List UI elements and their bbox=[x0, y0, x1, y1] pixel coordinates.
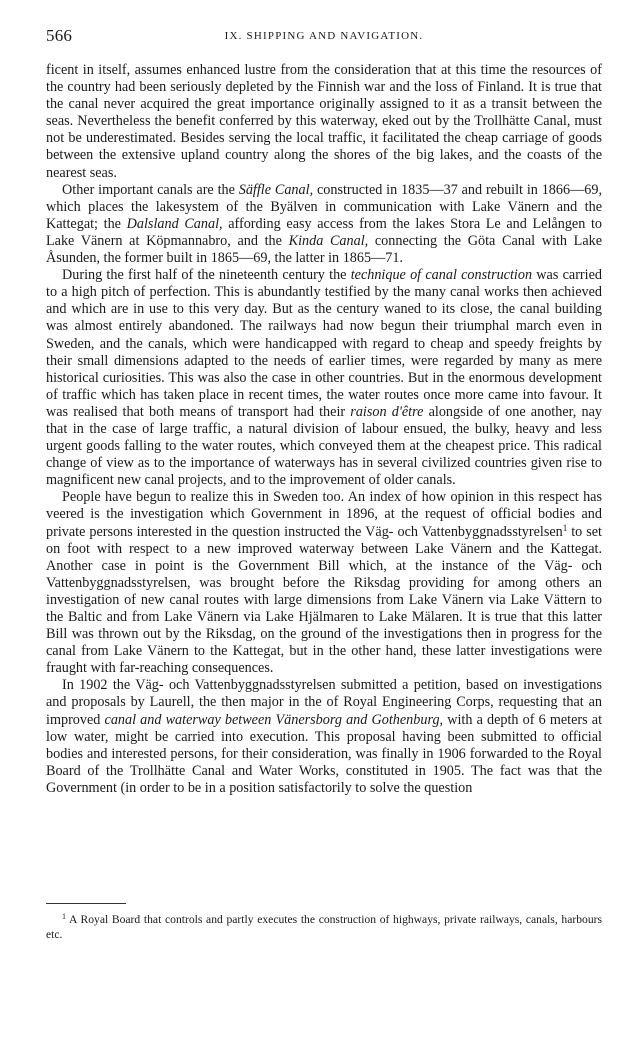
text-run: Other important canals are the bbox=[62, 181, 239, 198]
footnote-rule bbox=[46, 903, 126, 904]
text-run: constructed in 1835—37 and rebuilt in 1866—69, which places the lakesystem of the Byälven in communication with Lake Vänern and the Kattegat; the bbox=[46, 181, 602, 232]
body-text bbox=[46, 62, 602, 797]
text-run: was carried to a high pitch of perfection. This is abundantly testified by the many canal works then achieved and which are in use to this very day. But as the century waned to its close, the canal building was almost entirely abandoned. The railways had now begun their triumphal march even in Sweden, and the canals, which were handicapped with regard to cheap and speedy freights by their small dimensions adapted to the needs of earlier times, were regarded by many as mere historical curiosities. This was also the case in other countries. But in the enormous development of traffic which has taken place in recent times, the water routes once more came into favour. It was realised that both means of transport had their bbox=[46, 267, 602, 420]
footnote-reference: 1 bbox=[562, 522, 568, 533]
italic-run: technique of canal construction bbox=[350, 267, 533, 284]
text-run: alongside of one another, nay that in the case of large traffic, a natural division of labour ensued, the bulky, heavy and less urgent goods falling to the water routes, which conveyed them at the cheapest price. This radical change of view as to the importance of waterways has in several civilized countries given rise to magnificent new canal projects, and to the improvement of older canals. bbox=[46, 403, 602, 489]
italic-run: raison d'être bbox=[350, 403, 424, 420]
text-run: In 1902 the Väg- och Vattenbyggnadsstyrelsen submitted a petition, based on investigations and proposals by Laurell, the then major in the of Royal Engineering Corps, requesting that an improved bbox=[46, 677, 602, 728]
text-run: During the first half of the nineteenth century the bbox=[62, 267, 351, 284]
italic-run: Säffle Canal, bbox=[238, 181, 314, 198]
text-run: with a depth of 6 meters at low water, might be carried into execution. This proposal having been submitted to official bodies and interested persons, for their consideration, was finally in 1906 forwarded to the Royal Board of the Trollhätte Canal and Water Works, constituted in 1905. The fact was that the Government (in order to be in a position satisfactorily to solve the question bbox=[46, 711, 603, 796]
running-head: IX. SHIPPING AND NAVIGATION. bbox=[224, 30, 424, 42]
text-run: connecting the Göta Canal with Lake Åsunden, the former built in 1865—69, the latter in 1865—71. bbox=[46, 232, 603, 267]
italic-run: canal and waterway between Vänersborg and Gothenburg, bbox=[104, 711, 444, 728]
text-run: to set on foot with respect to a new improved waterway between Lake Vänern and the Kattegat. Another case in point is the Government Bill which, at the instance of the Väg- och Vattenbyggnadsstyrelsen, was brought before the Riksdag providing for among others an investigation of new canal routes with large dimensions from Lake Vänern via Lake Vättern to the Baltic and from Lake Vänern via Lake Hjälmaren to Lake Mälaren. It is true that this latter Bill was thrown out by the Riksdag, on the ground of the investigations then in progress for the canal from Lake Vänern to the Kattegat, but in the other hand, these latter investigations were fraught with far-reaching consequences. bbox=[46, 523, 602, 677]
italic-run: Dalsland Canal, bbox=[126, 215, 223, 232]
text-run: affording easy access from the lakes Stora Le and Lelången to Lake Vänern at Köpmannabro, and the bbox=[46, 215, 602, 249]
paragraph bbox=[46, 677, 602, 797]
text-run: People have begun to realize this in Sweden too. An index of how opinion in this respect has veered is the investigation which Government in 1896, at the request of official bodies and private persons interested in the question instructed the Väg- och Vattenbyggnadsstyrelsen bbox=[46, 489, 602, 540]
paragraph bbox=[46, 182, 602, 267]
italic-run: Kinda Canal, bbox=[288, 232, 369, 249]
footnote-marker: 1 bbox=[62, 912, 66, 921]
paragraph bbox=[46, 489, 602, 677]
text-run: ficent in itself, assumes enhanced lustre from the consideration that at this time the resources of the country had been seriously depleted by the Finnish war and the loss of Finland. It is true that the canal never acquired the great importance originally assigned to it as a transit between the seas. Nevertheless the benefit conferred by this waterway, eked out by the Trollhätte Canal, must not be underestimated. Besides serving the local traffic, it facilitated the cheap carriage of goods between the extensive upland country along the shores of the big lakes, and the coasts of the nearest seas. bbox=[46, 62, 602, 181]
paragraph bbox=[46, 62, 602, 182]
paragraph bbox=[46, 267, 602, 489]
footnote-text: A Royal Board that controls and partly executes the construction of highways, private railways, canals, harbours etc. bbox=[46, 913, 602, 941]
page-number: 566 bbox=[46, 26, 73, 45]
footnote bbox=[46, 912, 602, 942]
page-header bbox=[46, 26, 602, 46]
